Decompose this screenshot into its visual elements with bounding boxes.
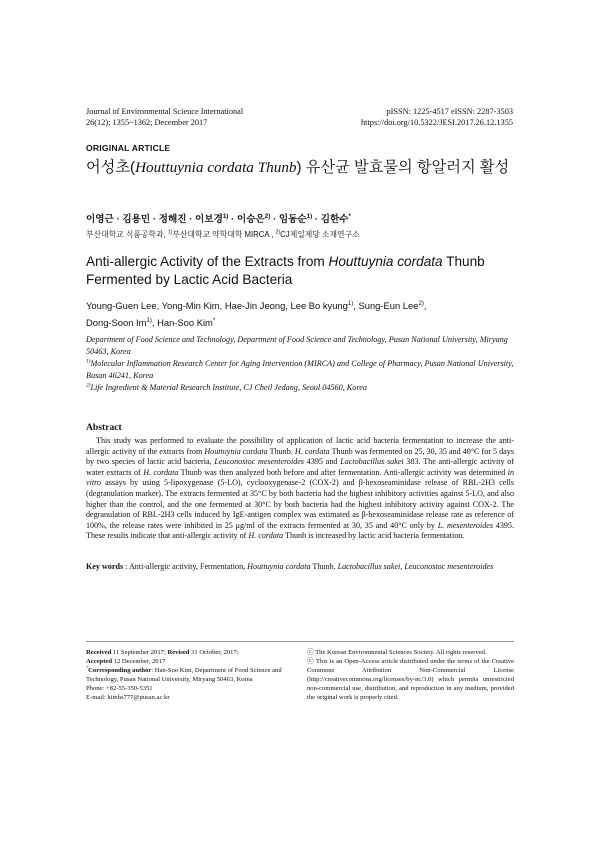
author-name: Lee Bo kyung — [290, 300, 348, 311]
volume-info: 26(12); 1355~1362; December 2017 — [86, 118, 208, 127]
author-name: 정해진 — [158, 214, 187, 225]
abstract-species: H. cordata — [294, 446, 330, 456]
author-name: Han-Soo Kim — [157, 317, 213, 328]
author-name: 이영근 — [86, 214, 114, 225]
keywords-text: : Anti-allergic activity, Fermentation, — [123, 562, 248, 571]
abstract-text: 4395. These results indicate that anti-allergic activity of — [86, 520, 514, 541]
affiliation-main — [86, 334, 526, 358]
received-date: 11 September 2017; — [111, 649, 168, 656]
received-label: Received — [86, 649, 112, 656]
phone: Phone: +82-55-350-5351 — [86, 684, 153, 692]
author-name: 이승은 — [236, 214, 265, 225]
article-history — [86, 649, 291, 702]
abstract-species: Leuconostoc mesenteroides — [214, 457, 305, 467]
abstract-text: 383. The anti-allergic activity of water extracts of — [86, 457, 515, 477]
abstract-body — [86, 436, 514, 542]
english-authors-line2: Dong-Soon Im$^{1)}$, Han-Soo Kim* — [86, 316, 216, 328]
korean-aff-sup1: 1) — [167, 229, 173, 236]
footer-divider — [86, 641, 514, 642]
abstract-species: L. mesenteroides — [437, 520, 493, 530]
korean-title-part1: 어성초( — [86, 159, 136, 176]
keyword-species: Lactobacillus sakei — [337, 562, 401, 571]
english-title-species: Houttuynia cordata — [328, 254, 443, 269]
korean-title-part2: ) 유산균 발효물의 항알러지 활성 — [296, 159, 510, 176]
doi-link[interactable]: https://doi.org/10.5322/JESI.2017.26.12.1355 — [361, 118, 513, 127]
keywords-text: Thunb, — [310, 562, 338, 571]
english-title — [86, 253, 526, 289]
article-type: ORIGINAL ARTICLE — [86, 143, 171, 153]
author-sup: 2) — [418, 299, 424, 307]
abstract-text: This study was performed to evaluate the possibility of application of lactic acid bacteria fermentation to increase the anti-allergic activity of the extracts from — [86, 436, 514, 456]
author-name: Sung-Eun Lee — [358, 300, 419, 311]
issn: pISSN: 1225-4517 eISSN: 2287-3503 — [386, 107, 513, 116]
abstract-text: Thunb. — [267, 446, 295, 456]
korean-aff-2: CJ제일제당 소재연구소 — [280, 230, 360, 239]
author-sup: 1) — [222, 212, 229, 220]
affiliation-sup: 1) — [86, 358, 91, 365]
abstract-species: H. cordata — [143, 467, 179, 477]
author-sup: 2) — [264, 212, 271, 220]
korean-aff-main: 부산대학교 식품공학과, — [86, 230, 168, 239]
author-name: 김용민 — [122, 214, 151, 225]
abstract-italic: in vitro — [86, 467, 514, 488]
keywords-text: , — [400, 562, 405, 571]
abstract-species: H. cordata — [248, 531, 284, 541]
abstract-text: Thunb is increased by lactic acid bacteria fermentation. — [283, 531, 465, 541]
affiliation-text: Life Ingredient & Material Research Institute, CJ Cheil Jedang, Seoul 04560, Korea — [90, 383, 367, 392]
author-name: Yong-Min Kim — [161, 300, 220, 311]
abstract-heading: Abstract — [86, 422, 122, 433]
abstract-text: Thunb was then analyzed both before and after fermentation. Anti-allergic activity was determined — [178, 467, 508, 477]
journal-name: Journal of Environmental Science International — [86, 107, 244, 116]
copyright-license — [307, 649, 514, 702]
affiliation-text: Molecular Inflammation Research Center for Aging Intervention (MIRCA) and College of Pharmacy, Pusan National University, Busan 46241, Korea — [86, 359, 514, 380]
abstract-text: 4395 and — [304, 457, 341, 467]
author-name: Dong-Soon Im — [86, 317, 147, 328]
abstract-species: Lactobacillus sakei — [340, 457, 404, 467]
accepted-line — [86, 658, 291, 667]
author-sup: 1) — [347, 299, 354, 307]
keyword-species: Houttuynia cordata — [247, 562, 311, 571]
korean-authors: 이영근 · 김용민 · 정해진 · 이보경$^{1)}$ · 이승은$^{2)}$ · 임동순$^{1)}$ · 김한수* — [86, 212, 351, 225]
corresponding-label: Corresponding author — [88, 666, 152, 674]
keyword-species: Leuconostoc mesenteroides — [404, 562, 494, 571]
author-name: 이보경 — [195, 214, 223, 225]
accepted-date: 12 December, 2017 — [112, 657, 166, 665]
revised-label: Revised — [167, 649, 190, 656]
keywords-label: Key words — [86, 562, 124, 571]
affiliation-2 — [86, 382, 526, 394]
abstract-text: assays by using 5-lipoxygenase (5-LO), cyclooxygenase-2 (COX-2) and β-hexoseaminidase release of RBL-2H3 cells (degranulation marker). The extracts fermented at 35°C by both bacteria had the highest inhibitory activities against 5-LO, and also higher than the control, and the one fermented at 30°C by both bacteria had the highest inhibitory activity against COX-2. The degranulation of RBL-2H3 cells induced by IgE-antigen complex was estimated as β-hexoseaminidase release rate as reference of 100%, the release rates were inhibited in 25 μg/ml of the extracts fermented at 30, 35 and 40°C only by — [86, 478, 514, 530]
author-sup: 1) — [146, 316, 152, 324]
affiliation-1 — [86, 358, 526, 382]
author-name: Hae-Jin Jeong — [224, 300, 286, 311]
license: ⓒ This is an Open-Access article distributed under the terms of the Creative Commons Attribution Non-Commercial License (http://creativecommons.org/licenses/by-nc/3.0) which permits unrestricted non-commercial use, distribution, and reproduction in any medium, provided the original work is properly cited. — [307, 657, 514, 701]
author-name: Young-Guen Lee — [86, 300, 157, 311]
korean-title — [86, 158, 526, 178]
abstract-species: Houttuynia cordata — [204, 446, 268, 456]
english-title-part2: Thunb Fermented by Lactic Acid Bacteria — [86, 254, 485, 287]
korean-affiliations — [86, 229, 360, 240]
revised-date: 31 October, 2017; — [189, 649, 239, 656]
korean-title-species: Houttuynia cordata Thunb — [135, 159, 297, 176]
english-title-part1: Anti-allergic Activity of the Extracts from — [86, 254, 329, 269]
accepted-label: Accepted — [86, 657, 112, 665]
affiliation-sup: 2) — [86, 382, 91, 389]
corresponding-text: : Han-Soo Kim, Department of Food Science and Technology, Pusan National University, Miryang 50463, Korea — [86, 666, 282, 683]
english-authors — [86, 297, 526, 331]
keywords — [86, 562, 526, 571]
author-sup: * — [348, 212, 351, 220]
korean-aff-sup2: 2) — [275, 229, 281, 236]
author-name: 임동순 — [278, 214, 307, 225]
corresponding-author: *Corresponding author: Han-Soo Kim, Department of Food Science and Technology, Pusan National University, Miryang 50463, Korea — [86, 664, 282, 683]
author-sup: * — [212, 316, 216, 324]
author-sup: 1) — [306, 212, 313, 220]
affiliation-text: Department of Food Science and Technology, Department of Food Science and Technology, Pusan National University, Miryang 50463, Korea — [86, 335, 508, 356]
korean-aff-1: 부산대학교 약학대학 MIRCA , — [172, 230, 276, 239]
journal-header-right — [253, 106, 513, 128]
author-name: 김한수 — [320, 214, 349, 225]
abstract-text: Thunb was fermented on 25, 30, 35 and 40°C for 5 days by two species of lactic acid bacteria, — [86, 446, 514, 467]
english-authors-line1: Young-Guen Lee, Yong-Min Kim, Hae-Jin Jeong, Lee Bo kyung$^{1)}$, Sung-Eun Lee$^{2)}$, — [86, 299, 427, 311]
copyright: ⓒ The Korean Environmental Sciences Society. All rights reserved. — [307, 649, 487, 656]
received-accepted — [86, 649, 291, 658]
email[interactable]: E-mail: kimhs777@pusan.ac.kr — [86, 693, 170, 701]
